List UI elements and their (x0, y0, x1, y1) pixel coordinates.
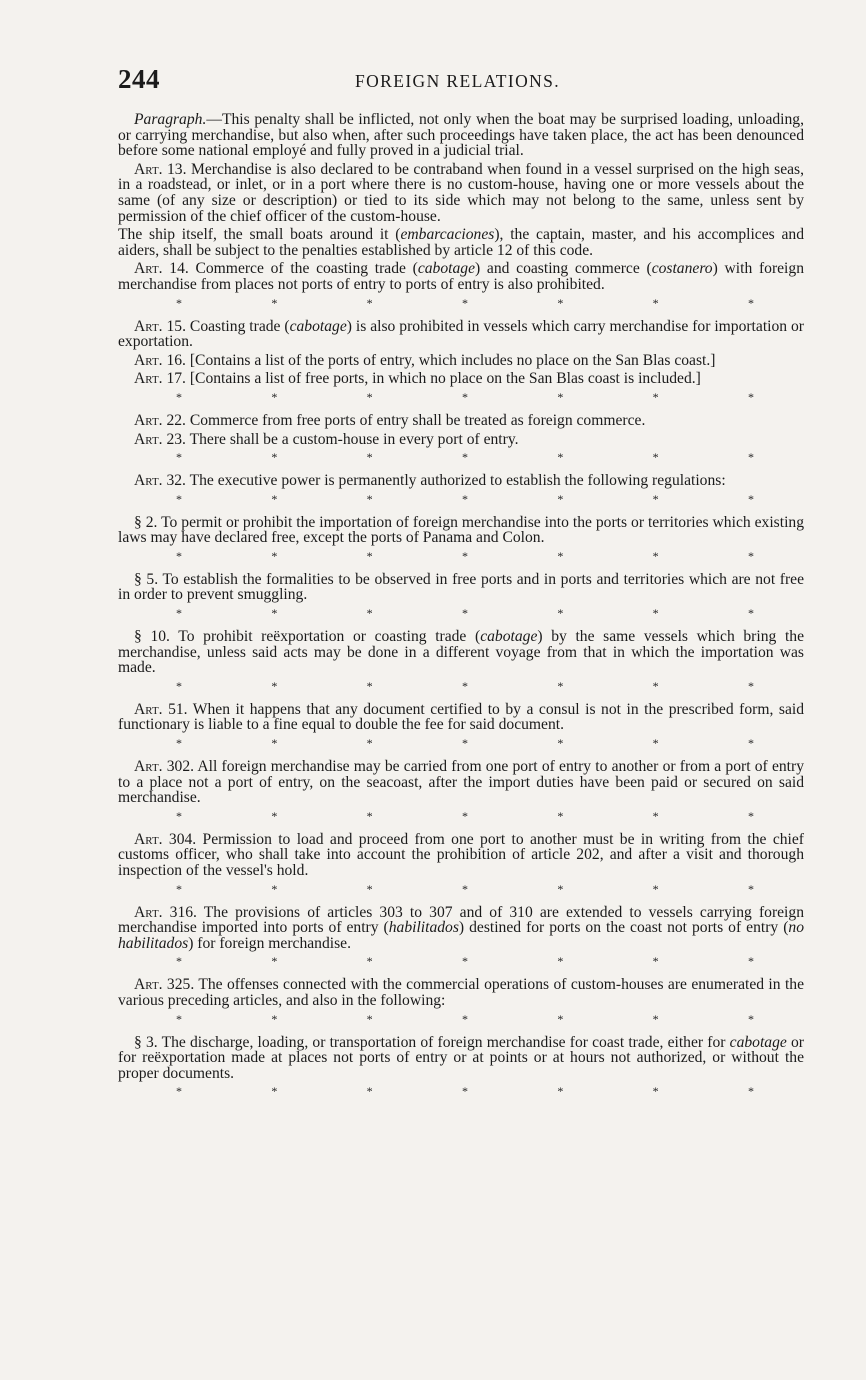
paragraph: Art. 51. When it happens that any document certified to by a consul is not in the prescribed form, said functionary is liable to a fine equal to double the fee for said document. (118, 700, 804, 734)
ellipsis-row: * * * * * * * (176, 808, 754, 823)
paragraph: Art. 304. Permission to load and proceed from one port to another must be in writing from the chief customs officer, who shall take into account the prohibition of article 202, and after a visit and thorough inspection of the vessel's hold. (118, 830, 804, 879)
paragraph: § 5. To establish the formalities to be observed in free ports and in ports and territories which are not free in order to prevent smuggling. (118, 570, 804, 604)
paragraph: Art. 16. [Contains a list of the ports of entry, which includes no place on the San Blas coast.] (134, 351, 716, 369)
paragraph: Paragraph.—This penalty shall be inflicted, not only when the boat may be surprised loading, unloading, or carrying merchandise, but also when, after such proceedings have taken place, the act has been denounced before some national employé and fully proved in a judicial trial. (118, 111, 804, 160)
paragraph: § 2. To permit or prohibit the importation of foreign merchandise into the ports or territories which existing laws may have declared free, except the ports of Panama and Colon. (118, 513, 804, 547)
document-page (118, 62, 804, 1107)
paragraph: Art. 23. There shall be a custom-house in every port of entry. (134, 430, 519, 448)
paragraph: Art. 17. [Contains a list of free ports, in which no place on the San Blas coast is included.] (134, 370, 701, 388)
ellipsis-row: * * * * * * * (176, 954, 754, 969)
ellipsis-row: * * * * * * * (176, 881, 754, 896)
paragraph: § 10. To prohibit reëxportation or coasting trade (cabotage) by the same vessels which bring the merchandise, unless said acts may be done in a different voyage from that in which the importation was made. (118, 628, 804, 677)
ellipsis-row: * * * * * * * (176, 491, 754, 506)
ellipsis-row: * * * * * * * (176, 1011, 754, 1026)
ellipsis-row: * * * * * * * (176, 450, 754, 465)
ellipsis-row: * * * * * * * (176, 678, 754, 693)
page-number: 244 (118, 64, 160, 94)
paragraph: Art. 15. Coasting trade (cabotage) is also prohibited in vessels which carry merchandise for importation or exportation. (118, 317, 804, 351)
paragraph: Art. 32. The executive power is permanently authorized to establish the following regulations: (134, 472, 726, 490)
ellipsis-row: * * * * * * * (176, 548, 754, 563)
page-header (118, 62, 804, 106)
paragraph: Art. 13. Merchandise is also declared to be contraband when found in a vessel surprised on the high seas, in a roadstead, or inlet, or in a port where there is no custom-house, having one or more vessels about the same (of any size or description) or tied to its side which may not belong to the same, unless sent by permission of the chief officer of the custom-house. (118, 160, 805, 225)
ellipsis-row: * * * * * * * (176, 295, 754, 310)
running-head: FOREIGN RELATIONS. (355, 71, 561, 91)
ellipsis-row: * * * * * * * (176, 736, 754, 751)
paragraph: Art. 302. All foreign merchandise may be carried from one port of entry to another or from a port of entry to a place not a port of entry, on the seacoast, after the import duties have been paid or secured on said merchandise. (118, 758, 804, 807)
paragraph: § 3. The discharge, loading, or transportation of foreign merchandise for coast trade, either for cabotage or for reëxportation made at places not ports of entry or at points or at hours not authorized, or without the proper documents. (118, 1033, 805, 1082)
paragraph: Art. 14. Commerce of the coasting trade (cabotage) and coasting commerce (costanero) with foreign merchandise from places not ports of entry to ports of entry is also prohibited. (118, 260, 804, 293)
ellipsis-row: * * * * * * * (176, 606, 754, 621)
paragraph: Art. 22. Commerce from free ports of entry shall be treated as foreign commerce. (134, 411, 646, 429)
paragraph: The ship itself, the small boats around it (embarcaciones), the captain, master, and his accomplices and aiders, shall be subject to the penalties established by article 12 of this code. (118, 226, 805, 259)
ellipsis-row: * * * * * * * (176, 389, 754, 404)
ellipsis-row: * * * * * * * (176, 1084, 754, 1099)
paragraph: Art. 316. The provisions of articles 303 to 307 and of 310 are extended to vessels carrying foreign merchandise imported into ports of entry (habilitados) destined for ports on the coast not ports of entry (no habilitados) for foreign merchandise. (118, 903, 804, 952)
paragraph: Art. 325. The offenses connected with the commercial operations of custom-houses are enumerated in the various preceding articles, and also in the following: (118, 976, 804, 1009)
body-text (118, 112, 804, 1098)
